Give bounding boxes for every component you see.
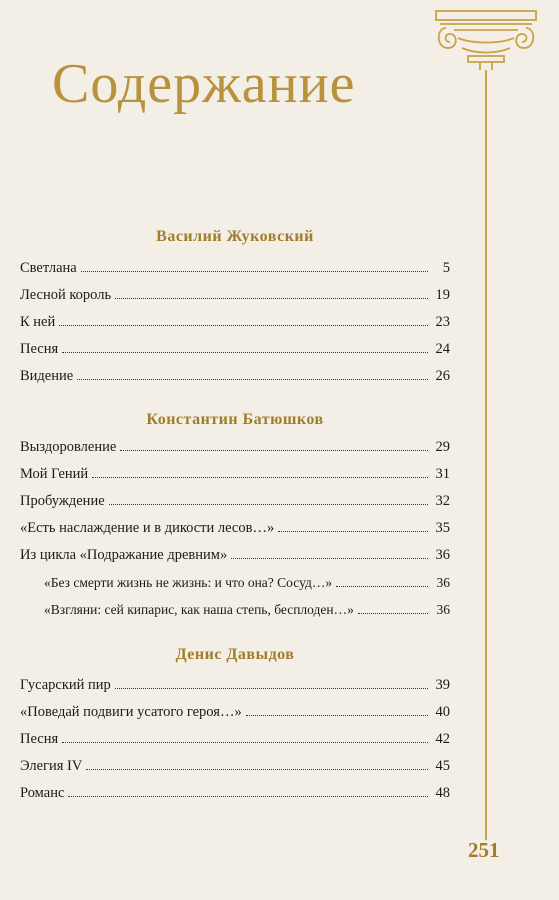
decorative-column-line xyxy=(485,70,487,840)
entry-title: «Взгляни: сей кипарис, как наша степь, бесплоден…» xyxy=(44,602,354,617)
dot-leader xyxy=(246,715,428,716)
toc-entry[interactable] xyxy=(20,757,450,775)
entry-page: 32 xyxy=(435,493,450,509)
dot-leader xyxy=(115,298,428,299)
entry-title: Элегия IV xyxy=(20,758,83,774)
entry-title: Песня xyxy=(20,341,59,357)
entry-page: 45 xyxy=(435,758,450,774)
entry-title: Мой Гений xyxy=(20,466,89,482)
toc-entry[interactable] xyxy=(20,703,450,721)
toc-entry[interactable] xyxy=(20,465,450,483)
entry-title: Из цикла «Подражание древним» xyxy=(20,547,228,563)
dot-leader xyxy=(120,450,428,451)
dot-leader xyxy=(358,613,428,614)
dot-leader xyxy=(336,586,428,587)
toc-entry[interactable] xyxy=(20,340,450,358)
toc-entry[interactable] xyxy=(20,492,450,510)
dot-leader xyxy=(278,531,428,532)
entry-page: 36 xyxy=(436,602,450,617)
entry-title: Песня xyxy=(20,731,59,747)
toc-subentry[interactable] xyxy=(44,601,450,619)
entry-title: Пробуждение xyxy=(20,493,105,509)
dot-leader xyxy=(92,477,428,478)
entry-page: 24 xyxy=(435,341,450,357)
entry-title: Видение xyxy=(20,368,74,384)
toc-entry[interactable] xyxy=(20,546,450,564)
entry-title: К ней xyxy=(20,314,56,330)
entry-title: «Поведай подвиги усатого героя…» xyxy=(20,704,242,720)
entry-page: 31 xyxy=(435,466,450,482)
entry-title: «Есть наслаждение и в дикости лесов…» xyxy=(20,520,275,536)
page-title: Содержание xyxy=(52,53,356,115)
toc-entry[interactable] xyxy=(20,519,450,537)
entry-title: Выздоровление xyxy=(20,439,117,455)
entry-page: 36 xyxy=(436,575,450,590)
entry-title: Гусарский пир xyxy=(20,677,111,693)
entry-title: «Без смерти жизнь не жизнь: и что она? Сосуд…» xyxy=(44,575,333,590)
author-heading: Василий Жуковский xyxy=(156,228,314,245)
toc-entry[interactable] xyxy=(20,438,450,456)
entry-title: Лесной король xyxy=(20,287,112,303)
entry-page: 23 xyxy=(435,314,450,330)
author-heading: Константин Батюшков xyxy=(146,411,324,428)
dot-leader xyxy=(62,742,428,743)
entry-page: 48 xyxy=(435,785,450,801)
entry-page: 36 xyxy=(435,547,450,563)
dot-leader xyxy=(68,796,428,797)
ionic-capital-icon xyxy=(432,8,540,72)
page-number: 251 xyxy=(468,838,500,862)
dot-leader xyxy=(77,379,428,380)
entry-page: 39 xyxy=(435,677,450,693)
toc-entry[interactable] xyxy=(20,367,450,385)
toc-entry[interactable] xyxy=(20,784,450,802)
dot-leader xyxy=(59,325,428,326)
toc-entry[interactable] xyxy=(20,313,450,331)
toc-entry[interactable] xyxy=(20,730,450,748)
toc-subentry[interactable] xyxy=(44,574,450,592)
dot-leader xyxy=(231,558,428,559)
toc-entry[interactable] xyxy=(20,676,450,694)
entry-page: 29 xyxy=(435,439,450,455)
dot-leader xyxy=(109,504,428,505)
entry-title: Романс xyxy=(20,785,65,801)
entry-page: 35 xyxy=(435,520,450,536)
toc-entry[interactable] xyxy=(20,259,450,277)
dot-leader xyxy=(62,352,428,353)
author-heading: Денис Давыдов xyxy=(175,646,295,663)
toc-entry[interactable] xyxy=(20,286,450,304)
dot-leader xyxy=(86,769,428,770)
entry-page: 19 xyxy=(435,287,450,303)
entry-page: 26 xyxy=(435,368,450,384)
entry-page: 42 xyxy=(435,731,450,747)
entry-title: Светлана xyxy=(20,260,77,276)
entry-page: 5 xyxy=(442,260,450,276)
dot-leader xyxy=(115,688,428,689)
entry-page: 40 xyxy=(435,704,450,720)
dot-leader xyxy=(81,271,428,272)
